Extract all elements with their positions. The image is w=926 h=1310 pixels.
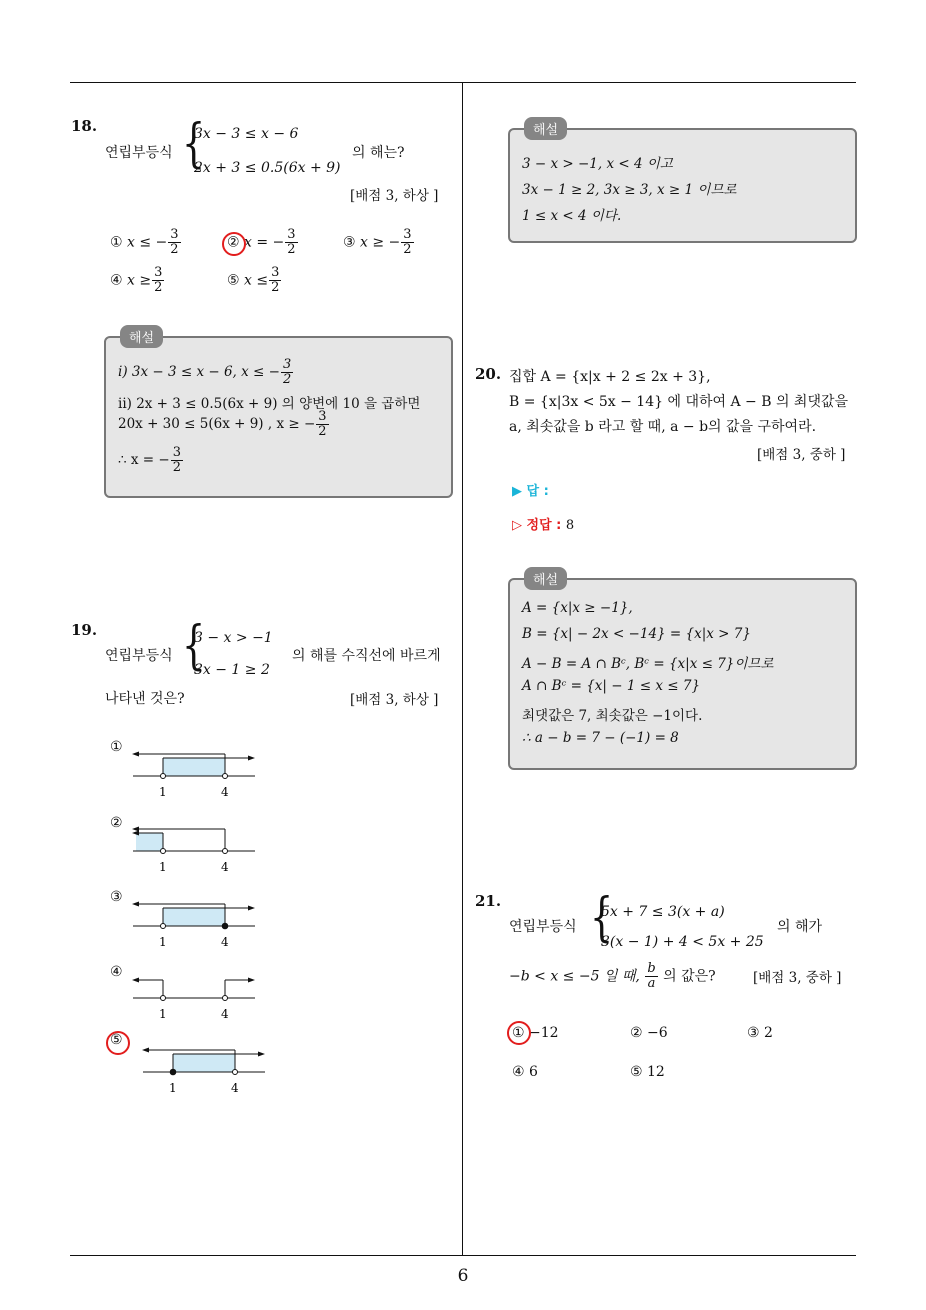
q18-ineq2: 2x + 3 ≤ 0.5(6x + 9) bbox=[194, 160, 341, 176]
q20-line3: a, 최솟값을 b 라고 할 때, a − b의 값을 구하여라. bbox=[509, 419, 817, 435]
q18-solution-box bbox=[104, 336, 453, 498]
q20-sol-line5: 최댓값은 7, 최솟값은 −1이다. bbox=[522, 708, 703, 724]
tick-1: 1 bbox=[159, 785, 167, 799]
q20-line1: 집합 A = {x|x + 2 ≤ 2x + 3}, bbox=[509, 369, 711, 385]
q19-option-5-numberline bbox=[130, 1044, 280, 1096]
q19-brace: { bbox=[182, 616, 206, 676]
q20-number: 20. bbox=[475, 365, 502, 383]
svg-text:4: 4 bbox=[221, 1007, 229, 1021]
q19-tail: 의 해를 수직선에 바르게 bbox=[292, 648, 441, 664]
q19-number: 19. bbox=[71, 621, 98, 639]
q21-option-2[interactable]: ② −6 bbox=[630, 1025, 668, 1041]
q19-line2: 나타낸 것은? bbox=[105, 691, 185, 707]
q19-sol-line3: 1 ≤ x < 4 이다. bbox=[522, 208, 622, 224]
q19-meta: [배점 3, 하상 ] bbox=[350, 692, 439, 708]
q19-option-2[interactable]: ② bbox=[110, 815, 123, 831]
q19-label: 연립부등식 bbox=[105, 648, 173, 664]
q21-option-5[interactable]: ⑤ 12 bbox=[630, 1064, 665, 1080]
q18-option-5[interactable]: ⑤ x ≤ $\frac{3}{2}$ bbox=[227, 265, 280, 295]
svg-text:4: 4 bbox=[231, 1081, 239, 1095]
q19-ineq1: 3 − x > −1 bbox=[194, 630, 273, 646]
q19-solution-box bbox=[508, 128, 857, 243]
q20-correct-value: 8 bbox=[565, 518, 575, 533]
column-divider bbox=[462, 82, 463, 1256]
svg-text:4: 4 bbox=[221, 860, 229, 874]
q21-option-1[interactable]: ① −12 bbox=[512, 1025, 559, 1041]
q18-option-3[interactable]: ③ x ≥ − $\frac{3}{2}$ bbox=[343, 227, 412, 257]
svg-text:1: 1 bbox=[169, 1081, 177, 1095]
q21-meta: [배점 3, 중하 ] bbox=[753, 970, 842, 986]
q19-option-4-numberline bbox=[120, 970, 270, 1022]
q21-tail: 의 해가 bbox=[777, 919, 823, 935]
q18-label: 연립부등식 bbox=[105, 145, 173, 161]
q19-solution-tag: 해설 bbox=[524, 117, 567, 140]
q19-option-4[interactable]: ④ bbox=[110, 964, 123, 980]
q21-answer-circle bbox=[507, 1021, 531, 1045]
q20-solution-box bbox=[508, 578, 857, 770]
q21-ineq2: 3(x − 1) + 4 < 5x + 25 bbox=[601, 934, 764, 950]
q20-meta: [배점 3, 중하 ] bbox=[757, 447, 846, 463]
q20-sol-line2: B = {x| − 2x < −14} = {x|x > 7} bbox=[522, 626, 751, 642]
q18-sol-line2: ii) 2x + 3 ≤ 0.5(6x + 9) 의 양변에 10 을 곱하면 bbox=[118, 396, 421, 412]
page-number: 6 bbox=[457, 1266, 469, 1286]
svg-text:4: 4 bbox=[221, 935, 229, 949]
q21-label: 연립부등식 bbox=[509, 919, 577, 935]
q21-brace: { bbox=[590, 888, 614, 948]
q19-sol-line1: 3 − x > −1, x < 4 이고 bbox=[522, 156, 673, 172]
tick-4: 4 bbox=[221, 785, 229, 799]
q19-option-5[interactable]: ⑤ bbox=[110, 1032, 123, 1048]
q18-solution-tag: 해설 bbox=[120, 325, 163, 348]
q20-correct-row bbox=[512, 514, 574, 533]
q20-sol-line3: A − B = A ∩ Bᶜ, Bᶜ = {x|x ≤ 7}이므로 bbox=[522, 656, 774, 672]
q20-answer-label: ▶ 답 : bbox=[512, 484, 549, 499]
q21-number: 21. bbox=[475, 892, 502, 910]
q18-number: 18. bbox=[71, 117, 98, 135]
q18-answer-circle bbox=[222, 232, 246, 256]
bottom-rule bbox=[70, 1255, 856, 1256]
q18-option-2[interactable]: ② x = − $\frac{3}{2}$ bbox=[227, 227, 296, 257]
q19-option-3[interactable]: ③ bbox=[110, 889, 123, 905]
q18-option-1[interactable]: ① x ≤ − $\frac{3}{2}$ bbox=[110, 227, 179, 257]
q21-ineq1: 5x + 7 ≤ 3(x + a) bbox=[601, 904, 725, 920]
q19-option-3-numberline bbox=[120, 898, 270, 950]
q21-option-4[interactable]: ④ 6 bbox=[512, 1064, 538, 1080]
svg-text:1: 1 bbox=[159, 1007, 167, 1021]
q18-tail: 의 해는? bbox=[352, 145, 405, 161]
q20-sol-line4: A ∩ Bᶜ = {x| − 1 ≤ x ≤ 7} bbox=[522, 678, 701, 694]
q20-correct-label: ▷ 정답 : bbox=[512, 518, 562, 533]
q20-sol-line1: A = {x|x ≥ −1}, bbox=[522, 600, 633, 616]
top-rule bbox=[70, 82, 856, 83]
q18-meta: [배점 3, 하상 ] bbox=[350, 188, 439, 204]
q19-option-1-numberline bbox=[120, 748, 270, 800]
q18-ineq1: 3x − 3 ≤ x − 6 bbox=[194, 126, 299, 142]
q18-sol-line1: i) 3x − 3 ≤ x − 6, x ≤ − $\frac{3}{2}$ bbox=[118, 357, 292, 387]
q19-sol-line2: 3x − 1 ≥ 2, 3x ≥ 3, x ≥ 1 이므로 bbox=[522, 182, 737, 198]
q19-option-1[interactable]: ① bbox=[110, 739, 123, 755]
q20-line2: B = {x|3x < 5x − 14} 에 대하여 A − B 의 최댓값을 bbox=[509, 394, 849, 410]
q20-solution-tag: 해설 bbox=[524, 567, 567, 590]
q19-option-2-numberline bbox=[120, 823, 270, 875]
q18-sol-line3: 20x + 30 ≤ 5(6x + 9) , x ≥ − $\frac{3}{2}$ bbox=[118, 409, 327, 439]
q18-option-4[interactable]: ④ x ≥ $\frac{3}{2}$ bbox=[110, 265, 163, 295]
q19-answer-circle bbox=[106, 1031, 130, 1055]
q21-option-3[interactable]: ③ 2 bbox=[747, 1025, 773, 1041]
svg-text:1: 1 bbox=[159, 935, 167, 949]
q19-ineq2: 3x − 1 ≥ 2 bbox=[194, 662, 270, 678]
q18-brace: { bbox=[182, 114, 206, 174]
q18-sol-line4: ∴ x = − $\frac{3}{2}$ bbox=[118, 445, 181, 475]
q20-sol-line6: ∴ a − b = 7 − (−1) = 8 bbox=[522, 730, 679, 746]
q21-line2: −b < x ≤ −5 일 때, $\frac{b}{a}$ 의 값은? bbox=[509, 961, 716, 991]
svg-text:1: 1 bbox=[159, 860, 167, 874]
